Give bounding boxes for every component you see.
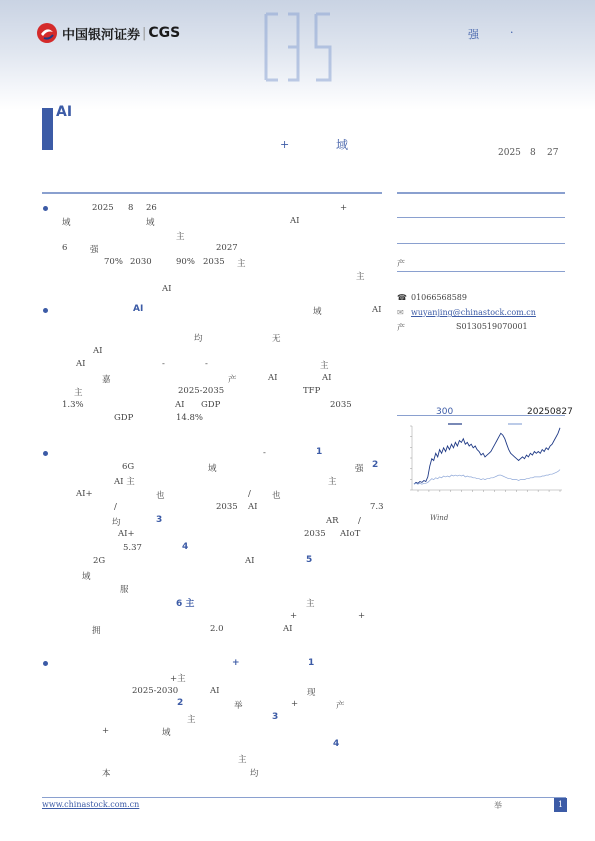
chart-series-line-1 xyxy=(414,428,560,484)
highlight-marker: 1 xyxy=(308,658,315,668)
analyst-label: 产 xyxy=(397,259,405,268)
body-text-fragment: 无 xyxy=(272,334,281,344)
body-text-fragment: + xyxy=(102,726,110,736)
highlight-marker: 4 xyxy=(182,542,189,552)
section-bullet-1 xyxy=(43,206,48,211)
sidebar-rule-4 xyxy=(397,271,565,272)
body-text-fragment: 均 xyxy=(112,518,121,528)
body-text-fragment: 6G xyxy=(122,462,135,472)
report-subtitle-plus: + xyxy=(280,138,290,151)
summary-top-rule xyxy=(42,192,382,194)
report-title: AI xyxy=(56,104,73,120)
body-text-fragment: 2030 xyxy=(130,257,152,267)
chart-source: Wind xyxy=(430,514,449,522)
body-text-fragment: AI xyxy=(175,400,185,410)
report-date-day: 27 xyxy=(547,148,559,158)
body-text-fragment: AI xyxy=(245,556,255,566)
body-text-fragment: - xyxy=(205,359,208,369)
highlight-marker: + xyxy=(232,658,240,668)
section-bullet-3 xyxy=(43,451,48,456)
body-text-fragment: 域 xyxy=(313,307,322,317)
body-text-fragment: + xyxy=(290,611,298,621)
highlight-marker: 2 xyxy=(177,698,184,708)
body-text-fragment: 产 xyxy=(336,701,345,711)
report-subtitle: 域 xyxy=(336,138,349,152)
body-text-fragment: 6 xyxy=(62,243,68,253)
body-text-fragment: AIoT xyxy=(340,529,361,539)
body-text-fragment: 主 xyxy=(238,755,247,765)
body-text-fragment: 域 xyxy=(208,464,217,474)
rating-label: 强 xyxy=(468,28,479,41)
body-text-fragment: 本 xyxy=(102,769,111,779)
body-text-fragment: 嘉 xyxy=(102,375,111,385)
body-text-fragment: 现 xyxy=(307,688,316,698)
chart-title-date: 20250827 xyxy=(527,407,573,417)
highlight-marker: 4 xyxy=(333,739,340,749)
sidebar-rule-1 xyxy=(397,192,565,194)
body-text-fragment: 拥 xyxy=(92,626,101,636)
body-text-fragment: 主 xyxy=(187,715,196,725)
price-chart xyxy=(398,420,566,512)
body-text-fragment: 主 xyxy=(237,259,246,269)
body-text-fragment: 2025-2030 xyxy=(132,686,179,696)
body-text-fragment: AI xyxy=(322,373,332,383)
highlight-marker: 5 xyxy=(306,555,313,565)
report-date-month: 8 xyxy=(530,148,536,158)
body-text-fragment: 主 xyxy=(328,477,337,487)
body-text-fragment: AI xyxy=(162,284,172,294)
footer-disclaimer-mark: 举 xyxy=(494,801,502,810)
body-text-fragment: AI+ xyxy=(76,489,93,499)
mail-icon: ✉ xyxy=(397,308,404,317)
body-text-fragment: 也 xyxy=(272,491,281,501)
body-text-fragment: 强 xyxy=(90,245,99,255)
body-text-fragment: - xyxy=(162,359,165,369)
body-text-fragment: 8 xyxy=(128,203,134,213)
highlight-marker: 3 xyxy=(156,515,163,525)
body-text-fragment: 14.8% xyxy=(176,413,204,423)
phone-icon: ☎ xyxy=(397,293,407,302)
highlight-marker: 1 xyxy=(316,447,323,457)
body-text-fragment: 2035 xyxy=(330,400,352,410)
sidebar-rule-3 xyxy=(397,243,565,244)
highlight-marker: 3 xyxy=(272,712,279,722)
footer-rule xyxy=(42,797,566,798)
body-text-fragment: 70% xyxy=(104,257,123,267)
brand-separator: | xyxy=(142,25,147,41)
body-text-fragment: / xyxy=(358,516,361,526)
body-text-fragment: / xyxy=(248,489,251,499)
body-text-fragment: + xyxy=(358,611,366,621)
body-text-fragment: 产 xyxy=(228,375,237,385)
body-text-fragment: 2.0 xyxy=(210,624,224,634)
report-date-year: 2025 xyxy=(498,148,521,158)
analyst-phone: 01066568589 xyxy=(411,293,467,302)
body-text-fragment: TFP xyxy=(303,386,321,396)
body-text-fragment: 均 xyxy=(250,769,259,779)
body-text-fragment: AI xyxy=(290,216,300,226)
body-text-fragment: 5.37 xyxy=(123,543,142,553)
body-text-fragment: 主 xyxy=(74,388,83,398)
body-text-fragment: 域 xyxy=(62,218,71,228)
body-text-fragment: 2035 xyxy=(203,257,225,267)
footer-website-link[interactable]: www.chinastock.com.cn xyxy=(42,800,140,809)
body-text-fragment: / xyxy=(114,502,117,512)
cert-label: 产 xyxy=(397,323,405,332)
brand-name-en: CGS xyxy=(148,25,181,41)
body-text-fragment: - xyxy=(263,448,266,458)
body-text-fragment: 2025-2035 xyxy=(178,386,225,396)
body-text-fragment: 也 xyxy=(156,491,165,501)
body-text-fragment: 均 xyxy=(194,334,203,344)
brand-mark-icon xyxy=(36,22,58,44)
brand-name-cn: 中国银河证券 xyxy=(62,27,141,43)
body-text-fragment: 90% xyxy=(176,257,195,267)
body-text-fragment: 域 xyxy=(82,572,91,582)
analyst-email-link[interactable]: wuyanjing@chinastock.com.cn xyxy=(411,308,536,317)
body-text-fragment: GDP xyxy=(201,400,221,410)
page-number: 1 xyxy=(554,798,567,812)
body-text-fragment: 2025 xyxy=(92,203,114,213)
rating-dot: · xyxy=(510,26,514,39)
highlight-marker: 6 主 xyxy=(176,599,195,609)
body-text-fragment: AI xyxy=(283,624,293,634)
body-text-fragment: AI xyxy=(372,305,382,315)
body-text-fragment: AI+ xyxy=(118,529,135,539)
body-text-fragment: 主 xyxy=(306,599,315,609)
body-text-fragment: + xyxy=(291,699,299,709)
body-text-fragment: + xyxy=(340,203,348,213)
title-accent-bar xyxy=(42,108,53,150)
body-text-fragment: 1.3% xyxy=(62,400,84,410)
highlight-marker: 2 xyxy=(372,460,379,470)
highlight-marker: AI xyxy=(133,304,144,314)
body-text-fragment: 主 xyxy=(320,361,329,371)
body-text-fragment: AI xyxy=(76,359,86,369)
body-text-fragment: 7.3 xyxy=(370,502,384,512)
body-text-fragment: AI 主 xyxy=(114,477,135,487)
brand-logo xyxy=(36,22,180,44)
body-text-fragment: 26 xyxy=(146,203,157,213)
body-text-fragment: AR xyxy=(326,516,339,526)
body-text-fragment: 主 xyxy=(356,272,365,282)
body-text-fragment: AI xyxy=(248,502,258,512)
body-text-fragment: +主 xyxy=(170,674,186,684)
chart-title-index: 300 xyxy=(436,407,454,417)
body-text-fragment: 域 xyxy=(162,728,171,738)
body-text-fragment: 举 xyxy=(234,701,243,711)
body-text-fragment: 2035 xyxy=(216,502,238,512)
cert-number: S0130519070001 xyxy=(456,322,528,331)
body-text-fragment: 服 xyxy=(120,585,129,595)
section-bullet-2 xyxy=(43,308,48,313)
body-text-fragment: 2035 xyxy=(304,529,326,539)
body-text-fragment: 2027 xyxy=(216,243,238,253)
section-bullet-4 xyxy=(43,661,48,666)
watermark-logo xyxy=(258,8,338,86)
chart-series-line-2 xyxy=(414,470,560,485)
sidebar-rule-2 xyxy=(397,217,565,218)
body-text-fragment: 域 xyxy=(146,218,155,228)
body-text-fragment: 强 xyxy=(355,464,364,474)
body-text-fragment: 2G xyxy=(93,556,106,566)
body-text-fragment: 主 xyxy=(176,232,185,242)
body-text-fragment: AI xyxy=(268,373,278,383)
body-text-fragment: GDP xyxy=(114,413,134,423)
body-text-fragment: AI xyxy=(93,346,103,356)
body-text-fragment: AI xyxy=(210,686,220,696)
